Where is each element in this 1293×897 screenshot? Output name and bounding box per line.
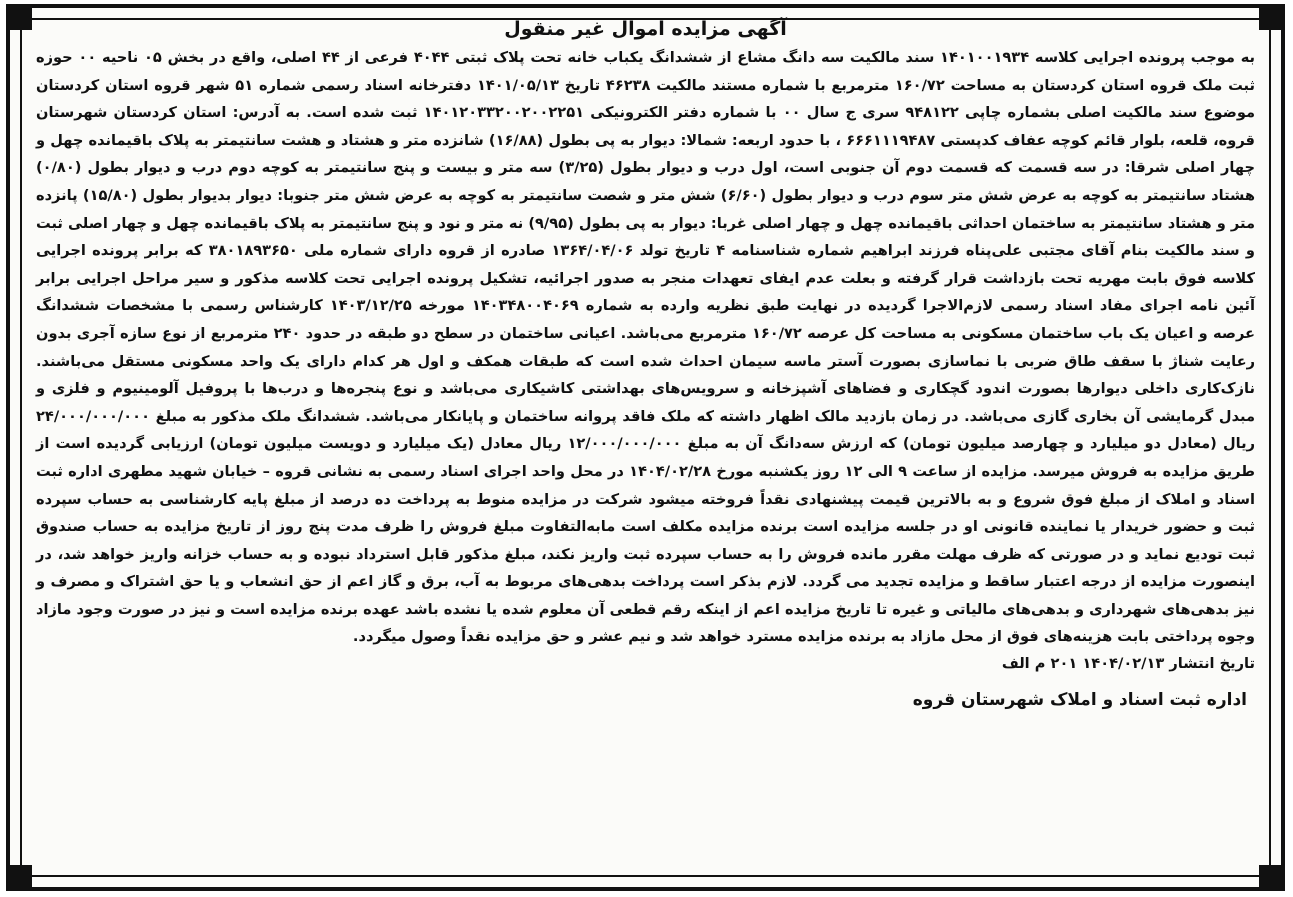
publish-date-line: تاریخ انتشار ۱۴۰۴/۰۲/۱۳ ۲۰۱ م الف (1001, 655, 1255, 673)
frame-corner-ornament (10, 865, 32, 887)
notice-title: آگهی مزایده اموال غیر منقول (504, 18, 787, 40)
frame-corner-ornament (1259, 865, 1281, 887)
notice-body: به موجب پرونده اجرایی کلاسه ۱۴۰۱۰۰۱۹۳۴ سند مالکیت سه دانگ مشاع از ششدانگ یکباب خانه تحت پلاک ثبتی ۴۰۴۴ فرعی از ۴۴ اصلی، واقع در بخش ۰۵ ناحیه ۰۰ حوزه ثبت ملک قروه استان کردستان به مساحت ۱۶۰/۷۲ مترمربع با شماره مستند مالکیت ۴۶۲۳۸ تاریخ ۱۴۰۱/۰۵/۱۳ دفترخانه اسناد رسمی شماره ۵۱ شهر قروه استان کردستان موضوع سند مالکیت اصلی بشماره چاپی ۹۴۸۱۲۲ سری ج سال ۰۰ با شماره دفتر الکترونیکی ۱۴۰۱۲۰۳۳۲۰۰۲۰۰۲۲۵۱ ثبت شده است. به آدرس: استان کردستان شهرستان قروه، قلعه، بلوار قائم کوچه عفاف کدپستی ۶۶۶۱۱۱۹۴۸۷ ، با حدود اربعه: شمالا: دیوار به پی بطول (۱۶/۸۸) شانزده متر و هشتاد و هشت سانتیمتر به پلاک باقیمانده چهل و چهار اصلی شرقا: در سه قسمت که قسمت دوم آن جنوبی است، اول درب و دیوار بطول (۳/۲۵) سه متر و بیست و پنج سانتیمتر به کوچه دوم درب و دیوار بطول (۰/۸۰) هشتاد سانتیمتر به کوچه به عرض شش متر سوم درب و دیوار بطول (۶/۶۰) شش متر و شصت سانتیمتر به کوچه به عرض شش متر جنوبا: دیوار بدیوار بطول (۱۵/۸۰) پانزده متر و هشتاد سانتیمتر به ساختمان احداثی باقیمانده چهل و چهار اصلی غربا: دیوار به پی بطول (۹/۹۵) نه متر و نود و پنج سانتیمتر به پلاک باقیمانده چهل و چهار اصلی ثبت و سند مالکیت بنام آقای مجتبی علی‌پناه فرزند ابراهیم شماره شناسنامه ۴ تاریخ تولد ۱۳۶۴/۰۴/۰۶ صادره از قروه دارای شماره ملی ۳۸۰۱۸۹۳۶۵۰ که برابر پرونده اجرایی کلاسه فوق بابت مهریه تحت بازداشت قرار گرفته و بعلت عدم ایفای تعهدات منجر به صدور اجرائیه، تشکیل پرونده اجرایی تحت کلاسه مذکور و سیر مراحل اجرایی برابر آئین نامه اجرای مفاد اسناد رسمی لازم‌الاجرا گردیده در نهایت طبق نظریه وارده به شماره ۱۴۰۳۴۸۰۰۴۰۶۹ مورخه ۱۴۰۳/۱۲/۲۵ کارشناس رسمی با مشخصات ششدانگ عرصه و اعیان یک باب ساختمان مسکونی به مساحت کل عرصه ۱۶۰/۷۲ مترمربع می‌باشد. اعیانی ساختمان در سطح دو طبقه در حدود ۲۴۰ مترمربع از نوع سازه آجری بدون رعایت شناژ با سقف طاق ضربی با نماسازی بصورت آستر ماسه سیمان احداث شده است که طبقات همکف و اول هر کدام دارای یک واحد مسکونی مستقل می‌باشند. نازک‌کاری داخلی دیوارها بصورت اندود گچکاری و فضاهای آشپزخانه و سرویس‌های بهداشتی کاشیکاری می‌باشد و نوع پنجره‌ها و درب‌ها با پروفیل آلومینیوم و فلزی و مبدل گرمایشی آن بخاری گازی می‌باشد. در زمان بازدید مالک اظهار داشته که ملک فاقد پروانه ساختمان و پایانکار می‌باشد. ششدانگ ملک مذکور به مبلغ ۲۴/۰۰۰/۰۰۰/۰۰۰ ریال (معادل دو میلیارد و چهارصد میلیون تومان) که ارزش سه‌دانگ آن به مبلغ ۱۲/۰۰۰/۰۰۰/۰۰۰ ریال معادل (یک میلیارد و دویست میلیون تومان) ارزیابی گردیده است از طریق مزایده به فروش میرسد. مزایده از ساعت ۹ الی ۱۲ روز یکشنبه مورخ ۱۴۰۴/۰۲/۲۸ در محل واحد اجرای اسناد رسمی به نشانی قروه – خیابان شهید مطهری اداره ثبت اسناد و املاک از مبلغ فوق شروع و به بالاترین قیمت پیشنهادی نقداً فروخته میشود شرکت در مزایده منوط به پرداخت ده درصد از مبلغ پایه کارشناسی به حساب سپرده ثبت و حضور خریدار یا نماینده قانونی او در جلسه مزایده است برنده مزایده مکلف است مابه‌التفاوت مبلغ فروش را ظرف مدت پنج روز از تاریخ مزایده به حساب صندوق ثبت تودیع نماید و در صورتی که ظرف مهلت مقرر مانده فروش را به حساب سپرده ثبت واریز نکند، مبلغ مذکور قابل استرداد نبوده و به حساب خزانه واریز خواهد شد، در اینصورت مزایده از درجه اعتبار ساقط و مزایده تجدید می گردد. لازم بذکر است پرداخت بدهی‌های مربوط به آب، برق و گاز اعم از حق انشعاب و یا حق اشتراک و مصرف و نیز بدهی‌های شهرداری و بدهی‌های مالیاتی و غیره تا تاریخ مزایده اعم از اینکه رقم قطعی آن معلوم شده یا نشده باشد عهده برنده مزایده است و نیز در صورت وجود مازاد وجوه پرداختی بابت هزینه‌های فوق از محل مازاد به برنده مزایده مسترد خواهد شد و نیم عشر و حق مزایده نقداً وصول میگردد. (36, 49, 1256, 646)
notice-frame (6, 4, 1285, 891)
frame-corner-ornament (1259, 8, 1281, 30)
issuing-office: اداره ثبت اسناد و املاک شهرستان قروه (912, 690, 1247, 711)
frame-corner-ornament (10, 8, 32, 30)
notice-document (36, 16, 1255, 867)
